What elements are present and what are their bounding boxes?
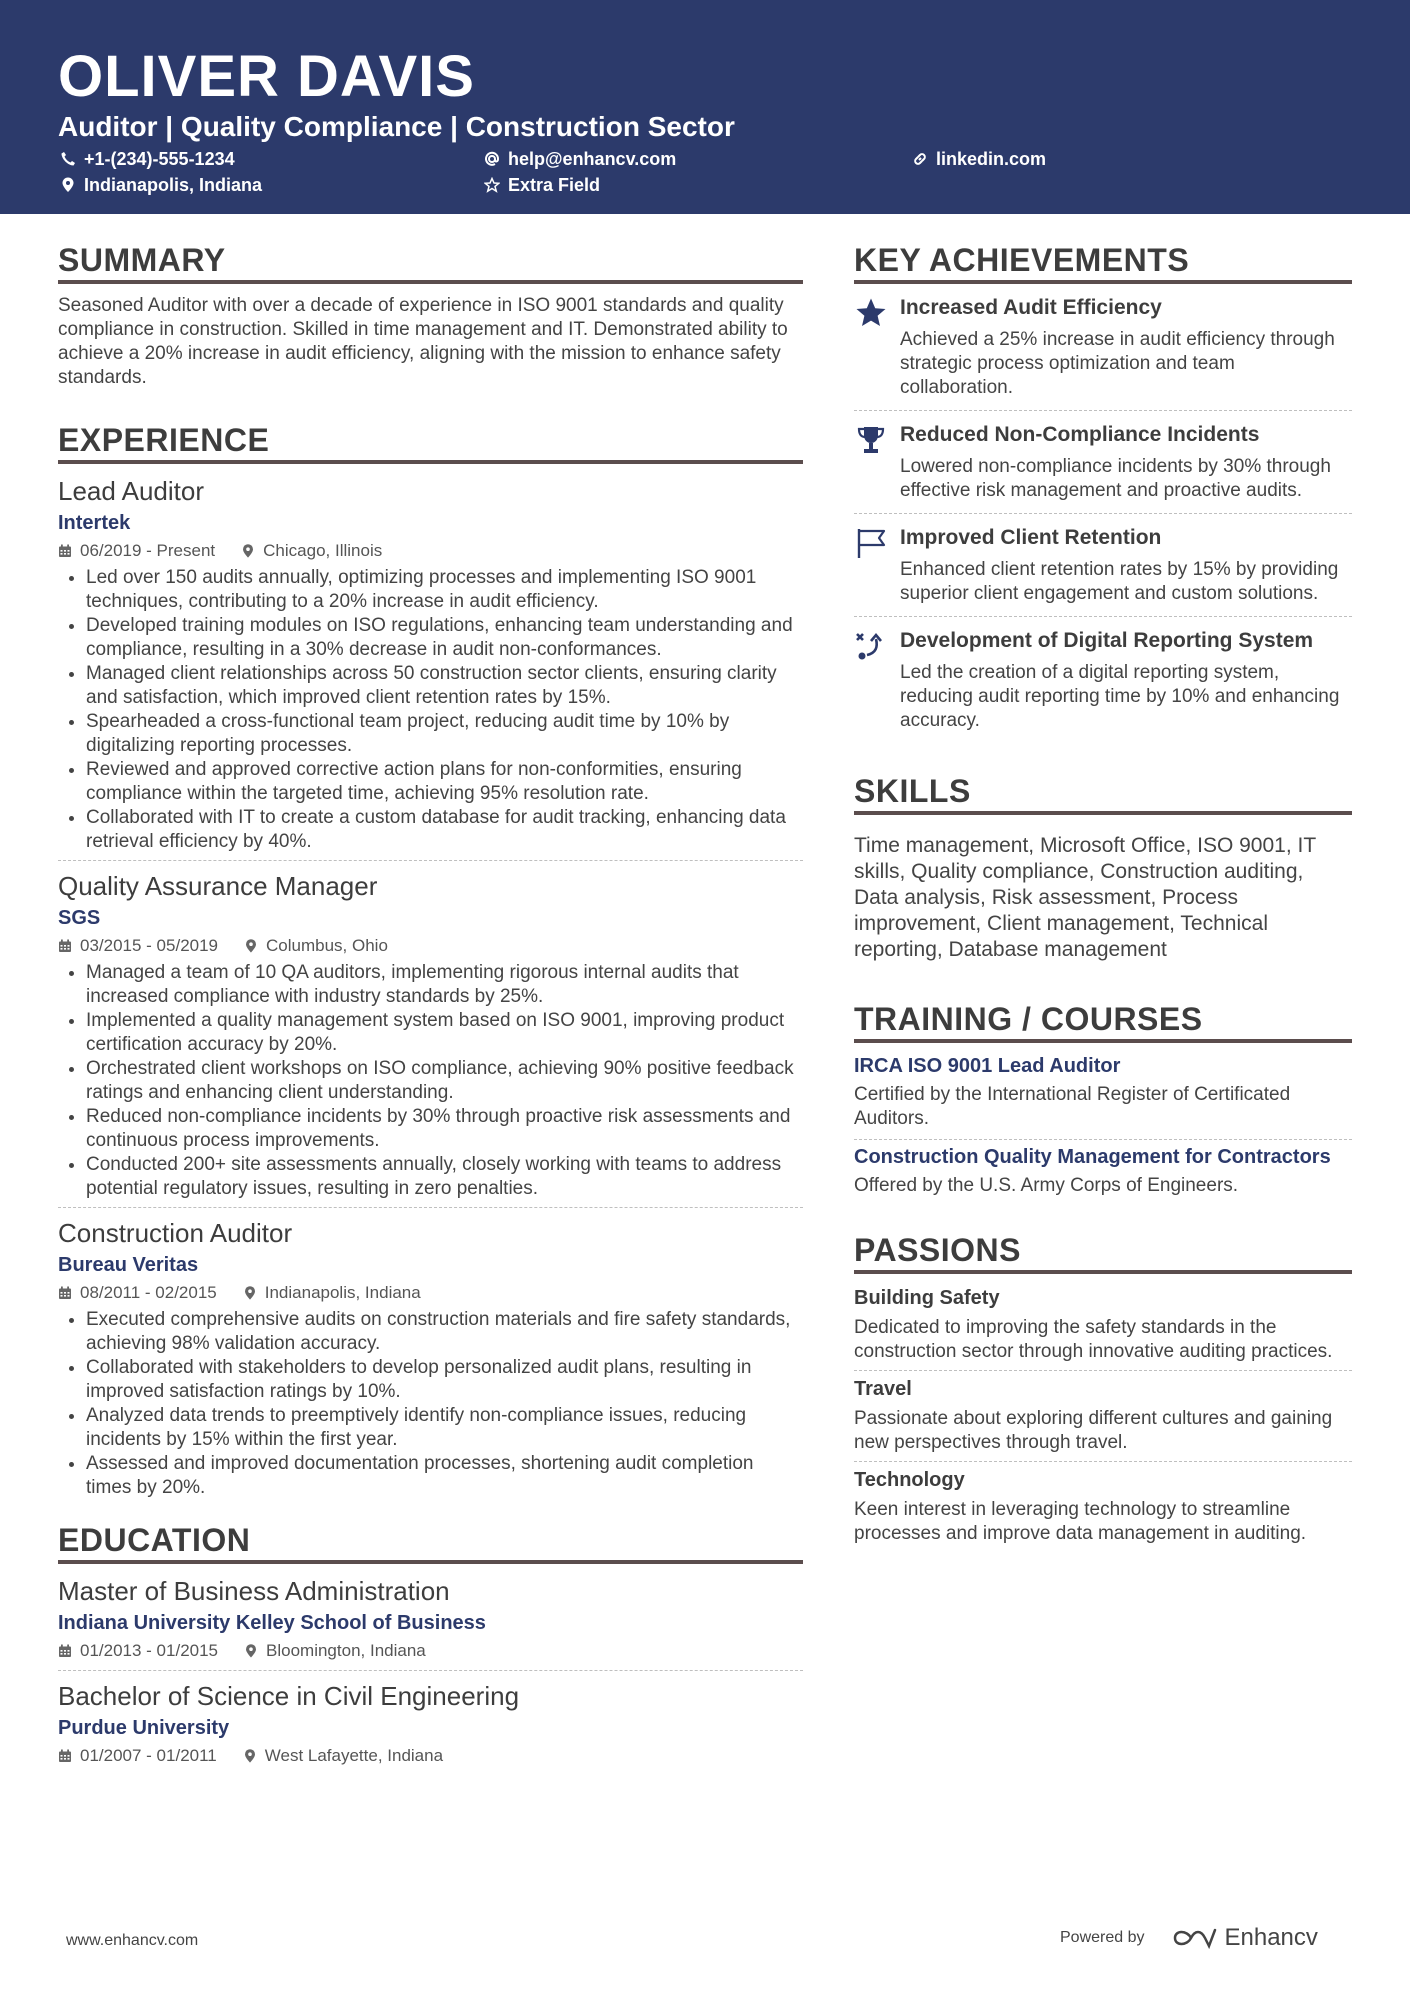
job-bullet: • Collaborated with stakeholders to develop personalized audit plans, resulting in improved satisfaction ratings by 10%. <box>86 1356 803 1404</box>
location-pin-icon <box>60 177 76 193</box>
contact-linkedin[interactable] <box>912 147 1046 171</box>
job-entry <box>58 1216 803 1506</box>
course-item <box>854 1140 1352 1206</box>
star-outline-icon <box>484 177 500 193</box>
school-name: Purdue University <box>58 1717 230 1739</box>
achievement-desc: Enhanced client retention rates by 15% by providing superior client engagement and custom solutions. <box>900 559 1339 604</box>
job-dates: 08/2011 - 02/2015 <box>80 1283 217 1302</box>
achievement-title: Development of Digital Reporting System <box>900 629 1314 652</box>
achievement-item <box>854 514 1352 617</box>
passions-section <box>854 1230 1352 1552</box>
powered-by-text: Powered by <box>1060 1929 1145 1946</box>
education-meta <box>58 1638 803 1664</box>
job-bullet: • Led over 150 audits annually, optimizing processes and implementing ISO 9001 techniques, contributing to a 20% increase in audit efficiency. <box>86 566 803 614</box>
job-bullets <box>58 566 803 854</box>
course-title: IRCA ISO 9001 Lead Auditor <box>854 1055 1121 1077</box>
job-meta <box>58 933 803 959</box>
passion-title: Travel <box>854 1378 912 1400</box>
job-location-text: Columbus, Ohio <box>266 936 388 955</box>
job-location-text: Indianapolis, Indiana <box>264 1283 421 1302</box>
experience-list <box>58 474 803 1506</box>
at-icon <box>484 151 500 167</box>
education-section <box>58 1520 803 1775</box>
achievement-desc: Lowered non-compliance incidents by 30% through effective risk management and proactive audits. <box>900 456 1331 501</box>
job-bullet: • Spearheaded a cross-functional team project, reducing audit time by 10% by digitalizing reporting processes. <box>86 710 803 758</box>
experience-section <box>58 420 803 1506</box>
passion-item <box>854 1371 1352 1462</box>
passion-desc: Keen interest in leveraging technology to streamline processes and improve data management in auditing. <box>854 1499 1307 1544</box>
achievement-item <box>854 617 1352 743</box>
education-entry <box>58 1679 803 1775</box>
experience-title: EXPERIENCE <box>58 420 803 464</box>
job-bullet: • Reviewed and approved corrective action plans for non-conformities, ensuring compliance within the targeted time, achieving 95% resolution rate. <box>86 758 803 806</box>
brand-name: Enhancv <box>1224 1924 1318 1951</box>
job-location <box>244 933 388 959</box>
passion-desc: Passionate about exploring different cultures and gaining new perspectives through travel. <box>854 1408 1333 1453</box>
degree-title: Bachelor of Science in Civil Engineering <box>58 1681 520 1711</box>
location-pin-icon <box>243 1286 257 1300</box>
summary-text: Seasoned Auditor with over a decade of experience in ISO 9001 standards and quality compliance in construction. Skilled in time management and IT. Demonstrated ability to achieve a 20% increase in audit efficiency, aligning with the mission to enhance safety standards. <box>58 295 788 388</box>
job-bullet: • Conducted 200+ site assessments annually, closely working with teams to address potential regulatory issues, resulting in zero penalties. <box>86 1153 803 1201</box>
job-bullet: • Orchestrated client workshops on ISO compliance, achieving 90% positive feedback ratings and enhancing client understanding. <box>86 1057 803 1105</box>
achievement-item <box>854 411 1352 514</box>
passion-desc: Dedicated to improving the safety standards in the construction sector through innovative auditing practices. <box>854 1317 1333 1362</box>
company-name: Bureau Veritas <box>58 1254 199 1276</box>
training-list <box>854 1049 1352 1206</box>
education-location <box>244 1638 426 1664</box>
job-title: Quality Assurance Manager <box>58 871 378 901</box>
flag-icon <box>854 524 900 612</box>
course-item <box>854 1049 1352 1140</box>
company-name: SGS <box>58 907 101 929</box>
job-location <box>243 1280 421 1306</box>
passion-title: Building Safety <box>854 1287 1000 1309</box>
trophy-icon <box>854 421 900 509</box>
job-location <box>241 538 382 564</box>
job-meta <box>58 1280 803 1306</box>
job-bullet: • Executed comprehensive audits on construction materials and fire safety standards, achieving 98% validation accuracy. <box>86 1308 803 1356</box>
job-location-text: Chicago, Illinois <box>263 541 383 560</box>
course-desc: Certified by the International Register of Certificated Auditors. <box>854 1084 1291 1129</box>
achievement-desc: Achieved a 25% increase in audit efficiency through strategic process optimization and team collaboration. <box>900 329 1335 398</box>
training-section <box>854 999 1352 1206</box>
job-title: Construction Auditor <box>58 1218 293 1248</box>
job-bullet: • Managed a team of 10 QA auditors, implementing rigorous internal audits that increased compliance with industry standards by 25%. <box>86 961 803 1009</box>
achievements-title: KEY ACHIEVEMENTS <box>854 240 1352 284</box>
job-bullet: • Assessed and improved documentation processes, shortening audit completion times by 20%. <box>86 1452 803 1500</box>
education-dates: 01/2013 - 01/2015 <box>80 1641 219 1660</box>
training-title: TRAINING / COURSES <box>854 999 1352 1043</box>
calendar-icon <box>58 544 72 558</box>
contact-extra <box>484 173 600 197</box>
company-name: Intertek <box>58 512 131 534</box>
job-title: Lead Auditor <box>58 476 205 506</box>
achievements-section <box>854 240 1352 743</box>
email-text: help@enhancv.com <box>508 149 677 169</box>
passion-title: Technology <box>854 1469 965 1491</box>
summary-title: SUMMARY <box>58 240 803 284</box>
skills-text: Time management, Microsoft Office, ISO 9001, IT skills, Quality compliance, Construction auditing, Data analysis, Risk assessment, Process improvement, Client management, Technical reporting, Database management <box>854 834 1316 961</box>
job-bullet: • Analyzed data trends to preemptively identify non-compliance issues, reducing incidents by 15% within the first year. <box>86 1404 803 1452</box>
summary-section <box>58 240 803 390</box>
course-desc: Offered by the U.S. Army Corps of Engineers. <box>854 1175 1239 1196</box>
job-bullet: • Implemented a quality management system based on ISO 9001, improving product certification accuracy by 20%. <box>86 1009 803 1057</box>
education-location <box>243 1743 443 1769</box>
contact-email[interactable] <box>484 147 676 171</box>
star-icon <box>854 294 900 406</box>
calendar-icon <box>58 1286 72 1300</box>
contact-phone <box>60 147 235 171</box>
job-entry <box>58 474 803 861</box>
job-dates: 06/2019 - Present <box>80 541 216 560</box>
job-bullets <box>58 1308 803 1500</box>
job-meta <box>58 538 803 564</box>
passions-title: PASSIONS <box>854 1230 1352 1274</box>
achievement-item <box>854 284 1352 411</box>
phone-text: +1-(234)-555-1234 <box>84 149 235 169</box>
linkedin-text: linkedin.com <box>936 149 1047 169</box>
job-bullet: • Reduced non-compliance incidents by 30% through proactive risk assessments and continuous process improvements. <box>86 1105 803 1153</box>
location-pin-icon <box>244 1644 258 1658</box>
passions-list <box>854 1280 1352 1552</box>
skills-section <box>854 771 1352 963</box>
achievement-title: Reduced Non-Compliance Incidents <box>900 423 1260 446</box>
enhancv-logo[interactable] <box>1171 1924 1318 1952</box>
extra-field-text: Extra Field <box>508 175 601 195</box>
location-pin-icon <box>244 939 258 953</box>
passion-item <box>854 1280 1352 1371</box>
course-title: Construction Quality Management for Contractors <box>854 1146 1331 1168</box>
contact-location <box>60 173 262 197</box>
strategy-icon <box>854 627 900 739</box>
location-pin-icon <box>243 1749 257 1763</box>
footer-branding <box>1060 1924 1318 1952</box>
job-bullet: • Developed training modules on ISO regulations, enhancing team understanding and compliance, resulting in a 30% decrease in audit non-conformances. <box>86 614 803 662</box>
phone-icon <box>60 151 76 167</box>
location-text: Indianapolis, Indiana <box>84 175 263 195</box>
candidate-headline: Auditor | Quality Compliance | Construction Sector <box>58 111 735 142</box>
degree-title: Master of Business Administration <box>58 1576 450 1606</box>
education-dates: 01/2007 - 01/2011 <box>80 1746 217 1765</box>
job-bullets <box>58 961 803 1201</box>
job-bullet: • Managed client relationships across 50 construction sector clients, ensuring clarity and satisfaction, which improved client retention rates by 15%. <box>86 662 803 710</box>
calendar-icon <box>58 1749 72 1763</box>
location-pin-icon <box>241 544 255 558</box>
candidate-name: OLIVER DAVIS <box>58 44 475 109</box>
achievements-list <box>854 284 1352 743</box>
education-location-text: Bloomington, Indiana <box>266 1641 426 1660</box>
job-entry <box>58 869 803 1208</box>
right-column <box>854 240 1352 1552</box>
education-list <box>58 1574 803 1775</box>
enhancv-logo-icon <box>1171 1926 1217 1950</box>
footer-website[interactable]: www.enhancv.com <box>66 1932 199 1949</box>
left-column <box>58 240 803 1783</box>
job-bullet: • Collaborated with IT to create a custom database for audit tracking, enhancing data retrieval efficiency by 40%. <box>86 806 803 854</box>
skills-title: SKILLS <box>854 771 1352 815</box>
passion-item <box>854 1462 1352 1552</box>
resume-header <box>0 0 1410 214</box>
calendar-icon <box>58 939 72 953</box>
education-entry <box>58 1574 803 1671</box>
achievement-desc: Led the creation of a digital reporting system, reducing audit reporting time by 10% and enhancing accuracy. <box>900 662 1340 731</box>
education-location-text: West Lafayette, Indiana <box>264 1746 444 1765</box>
education-meta <box>58 1743 803 1769</box>
calendar-icon <box>58 1644 72 1658</box>
achievement-title: Increased Audit Efficiency <box>900 296 1162 319</box>
achievement-title: Improved Client Retention <box>900 526 1162 549</box>
school-name: Indiana University Kelley School of Business <box>58 1612 486 1634</box>
job-dates: 03/2015 - 05/2019 <box>80 936 219 955</box>
link-icon <box>912 151 928 167</box>
education-title: EDUCATION <box>58 1520 803 1564</box>
